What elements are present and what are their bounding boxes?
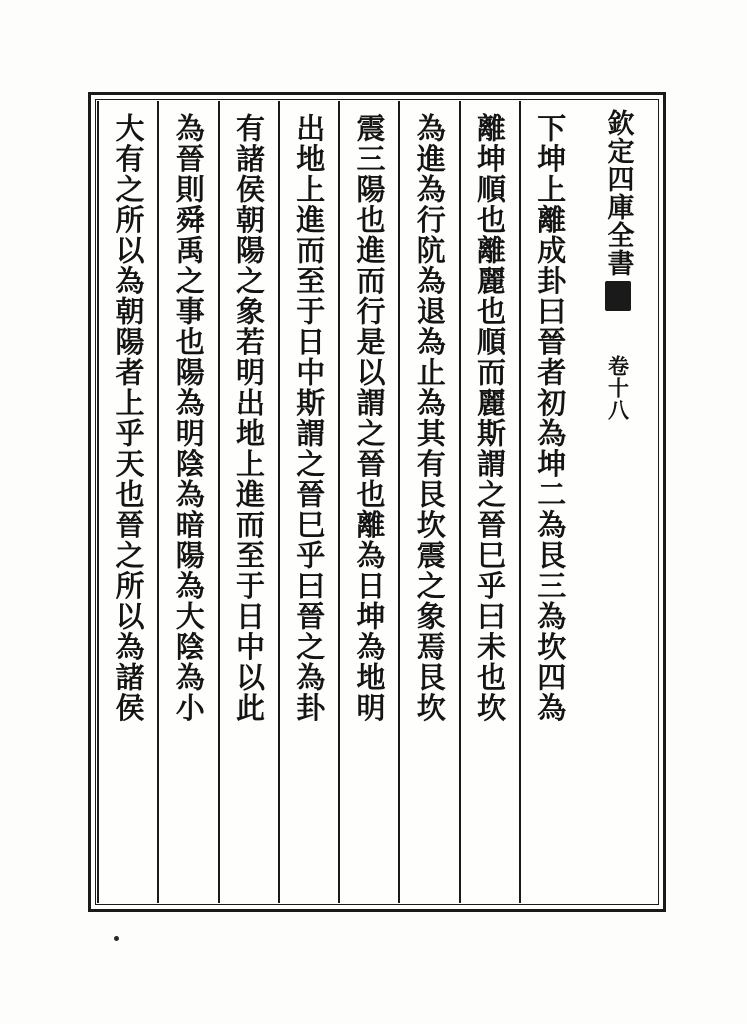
column-text: 出地上進而至于日中斯謂之晉巳乎曰晉之為卦: [292, 113, 327, 723]
text-columns: [97, 101, 657, 903]
column-text: 為晉則舜禹之事也陽為明陰為暗陽為大陰為小: [171, 113, 206, 723]
text-column: [398, 101, 458, 903]
text-column: [97, 101, 157, 903]
text-column: [278, 101, 338, 903]
text-column: [519, 101, 579, 903]
text-column: [218, 101, 278, 903]
text-column: [459, 101, 519, 903]
column-header-block: [579, 101, 657, 903]
column-text: 為進為行阬為退為止為其有艮坎震之象焉艮坎: [412, 113, 447, 723]
column-text: 大有之所以為朝陽者上乎天也晉之所以為諸侯: [111, 113, 146, 723]
text-column: [157, 101, 217, 903]
column-text: 離坤順也離麗也順而麗斯謂之晉巳乎曰未也坎: [472, 113, 507, 723]
column-text: 有諸侯朝陽之象若明出地上進而至于日中以此: [231, 113, 266, 723]
document-title: 欽定四庫全書: [602, 109, 634, 277]
seal-mark-icon: [605, 281, 631, 311]
text-column: [338, 101, 398, 903]
volume-label: 卷十八: [605, 355, 631, 421]
ink-speck: [114, 936, 119, 941]
text-frame: [88, 92, 666, 912]
column-text: 下坤上離成卦曰晉者初為坤二為艮三為坎四為: [533, 113, 568, 723]
column-text: 震三陽也進而行是以謂之晉也離為日坤為地明: [352, 113, 387, 723]
